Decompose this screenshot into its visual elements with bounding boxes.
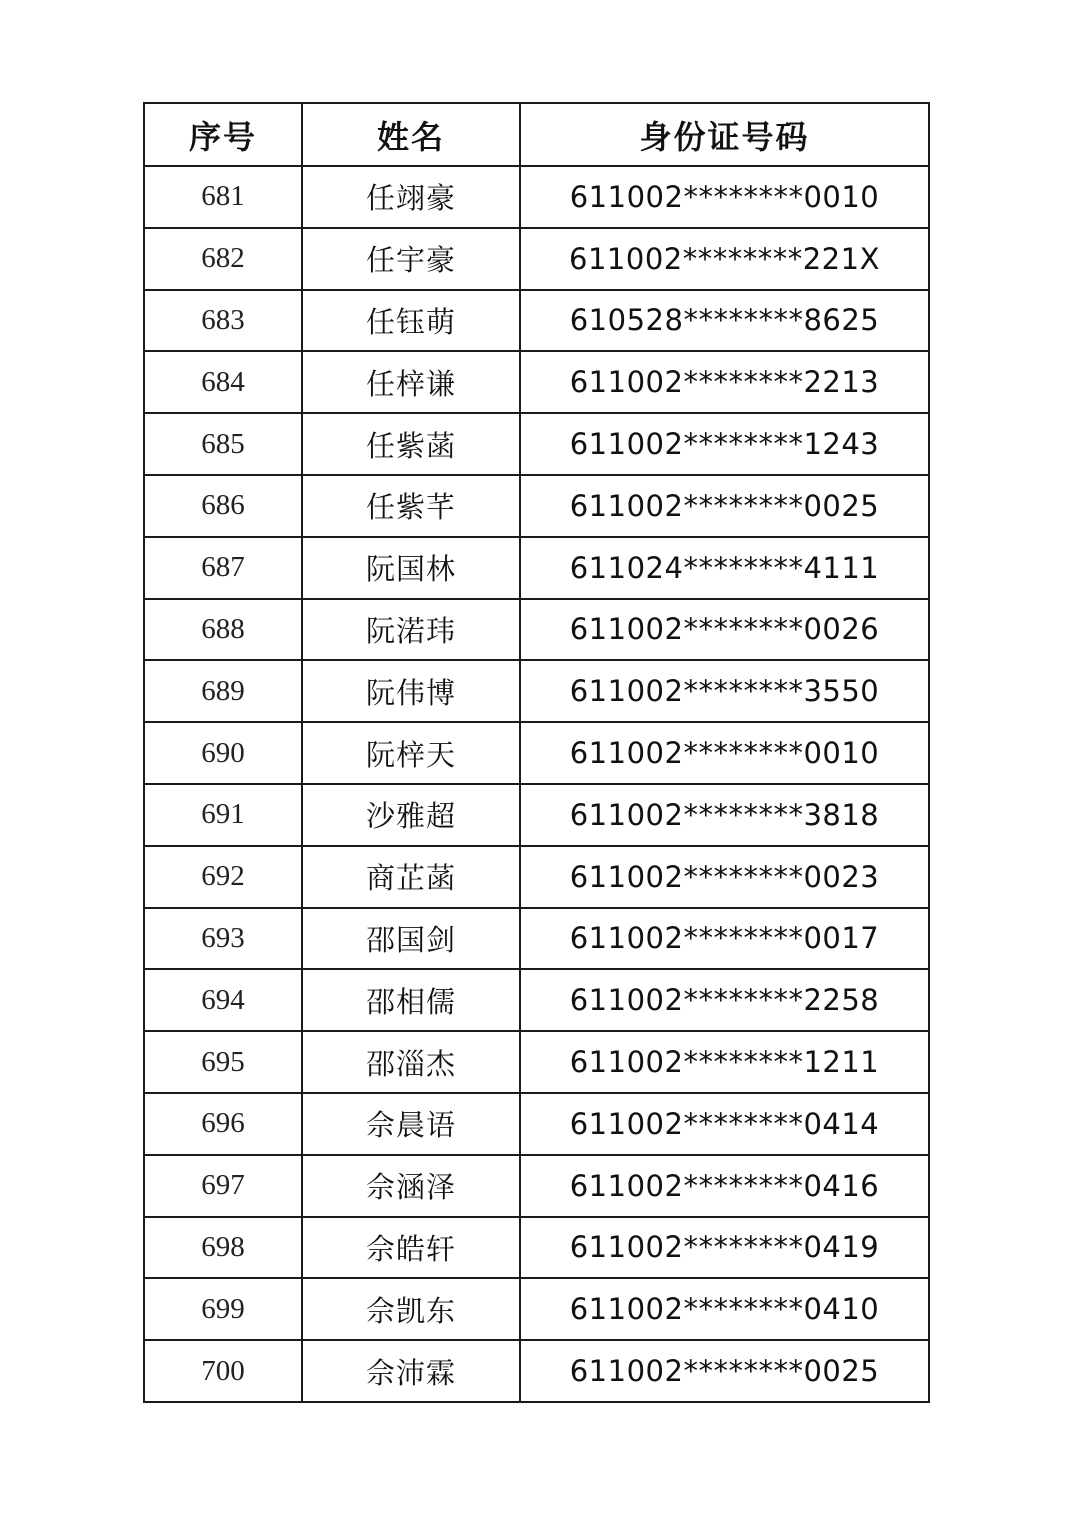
row-name: 佘涵泽 — [302, 1155, 520, 1217]
row-seq: 692 — [144, 846, 302, 908]
table-row — [144, 908, 929, 970]
row-seq: 681 — [144, 166, 302, 228]
row-id-number: 611002********3550 — [520, 660, 929, 722]
row-seq: 689 — [144, 660, 302, 722]
table-row — [144, 969, 929, 1031]
table-row — [144, 537, 929, 599]
row-name: 佘沛霖 — [302, 1340, 520, 1402]
table-row — [144, 1340, 929, 1402]
row-id-number: 611002********221X — [520, 228, 929, 290]
row-seq: 686 — [144, 475, 302, 537]
row-seq: 700 — [144, 1340, 302, 1402]
row-seq: 685 — [144, 413, 302, 475]
row-name: 任翊豪 — [302, 166, 520, 228]
row-seq: 683 — [144, 290, 302, 352]
row-seq: 688 — [144, 599, 302, 661]
row-seq: 699 — [144, 1278, 302, 1340]
table-row — [144, 660, 929, 722]
row-id-number: 611002********0025 — [520, 475, 929, 537]
row-id-number: 611002********0010 — [520, 722, 929, 784]
table-row — [144, 1155, 929, 1217]
row-seq: 693 — [144, 908, 302, 970]
row-name: 邵国剑 — [302, 908, 520, 970]
row-id-number: 611002********2213 — [520, 351, 929, 413]
row-name: 邵相儒 — [302, 969, 520, 1031]
row-name: 沙雅超 — [302, 784, 520, 846]
row-name: 任紫菡 — [302, 413, 520, 475]
table-row — [144, 351, 929, 413]
row-id-number: 611002********1211 — [520, 1031, 929, 1093]
row-name: 佘凯东 — [302, 1278, 520, 1340]
table-row — [144, 846, 929, 908]
roster-table — [143, 102, 930, 1403]
table-row — [144, 290, 929, 352]
table-row — [144, 166, 929, 228]
row-name: 任钰萌 — [302, 290, 520, 352]
table-row — [144, 413, 929, 475]
row-seq: 694 — [144, 969, 302, 1031]
roster-table-container — [143, 102, 928, 1403]
table-row — [144, 1093, 929, 1155]
row-seq: 691 — [144, 784, 302, 846]
row-name: 阮伟博 — [302, 660, 520, 722]
table-header — [144, 103, 929, 166]
table-body — [144, 166, 929, 1402]
row-name: 阮梓天 — [302, 722, 520, 784]
row-id-number: 611002********0026 — [520, 599, 929, 661]
table-row — [144, 1278, 929, 1340]
row-seq: 696 — [144, 1093, 302, 1155]
header-name: 姓名 — [302, 103, 520, 166]
row-name: 佘皓轩 — [302, 1217, 520, 1279]
row-name: 佘晨语 — [302, 1093, 520, 1155]
row-seq: 690 — [144, 722, 302, 784]
row-seq: 682 — [144, 228, 302, 290]
row-seq: 697 — [144, 1155, 302, 1217]
header-id: 身份证号码 — [520, 103, 929, 166]
table-row — [144, 475, 929, 537]
table-row — [144, 1031, 929, 1093]
row-id-number: 610528********8625 — [520, 290, 929, 352]
row-name: 任梓谦 — [302, 351, 520, 413]
row-id-number: 611002********0416 — [520, 1155, 929, 1217]
table-row — [144, 784, 929, 846]
row-seq: 684 — [144, 351, 302, 413]
row-name: 邵淄杰 — [302, 1031, 520, 1093]
row-id-number: 611002********0419 — [520, 1217, 929, 1279]
row-id-number: 611002********0025 — [520, 1340, 929, 1402]
row-id-number: 611002********3818 — [520, 784, 929, 846]
table-row — [144, 599, 929, 661]
table-row — [144, 722, 929, 784]
row-id-number: 611002********0414 — [520, 1093, 929, 1155]
header-row — [144, 103, 929, 166]
row-id-number: 611024********4111 — [520, 537, 929, 599]
row-id-number: 611002********2258 — [520, 969, 929, 1031]
row-id-number: 611002********1243 — [520, 413, 929, 475]
row-id-number: 611002********0410 — [520, 1278, 929, 1340]
row-seq: 695 — [144, 1031, 302, 1093]
row-id-number: 611002********0017 — [520, 908, 929, 970]
row-name: 任宇豪 — [302, 228, 520, 290]
row-id-number: 611002********0010 — [520, 166, 929, 228]
header-seq: 序号 — [144, 103, 302, 166]
table-row — [144, 1217, 929, 1279]
row-name: 商芷菡 — [302, 846, 520, 908]
row-id-number: 611002********0023 — [520, 846, 929, 908]
row-name: 阮国林 — [302, 537, 520, 599]
row-name: 阮渃玮 — [302, 599, 520, 661]
row-name: 任紫芊 — [302, 475, 520, 537]
row-seq: 698 — [144, 1217, 302, 1279]
table-row — [144, 228, 929, 290]
row-seq: 687 — [144, 537, 302, 599]
